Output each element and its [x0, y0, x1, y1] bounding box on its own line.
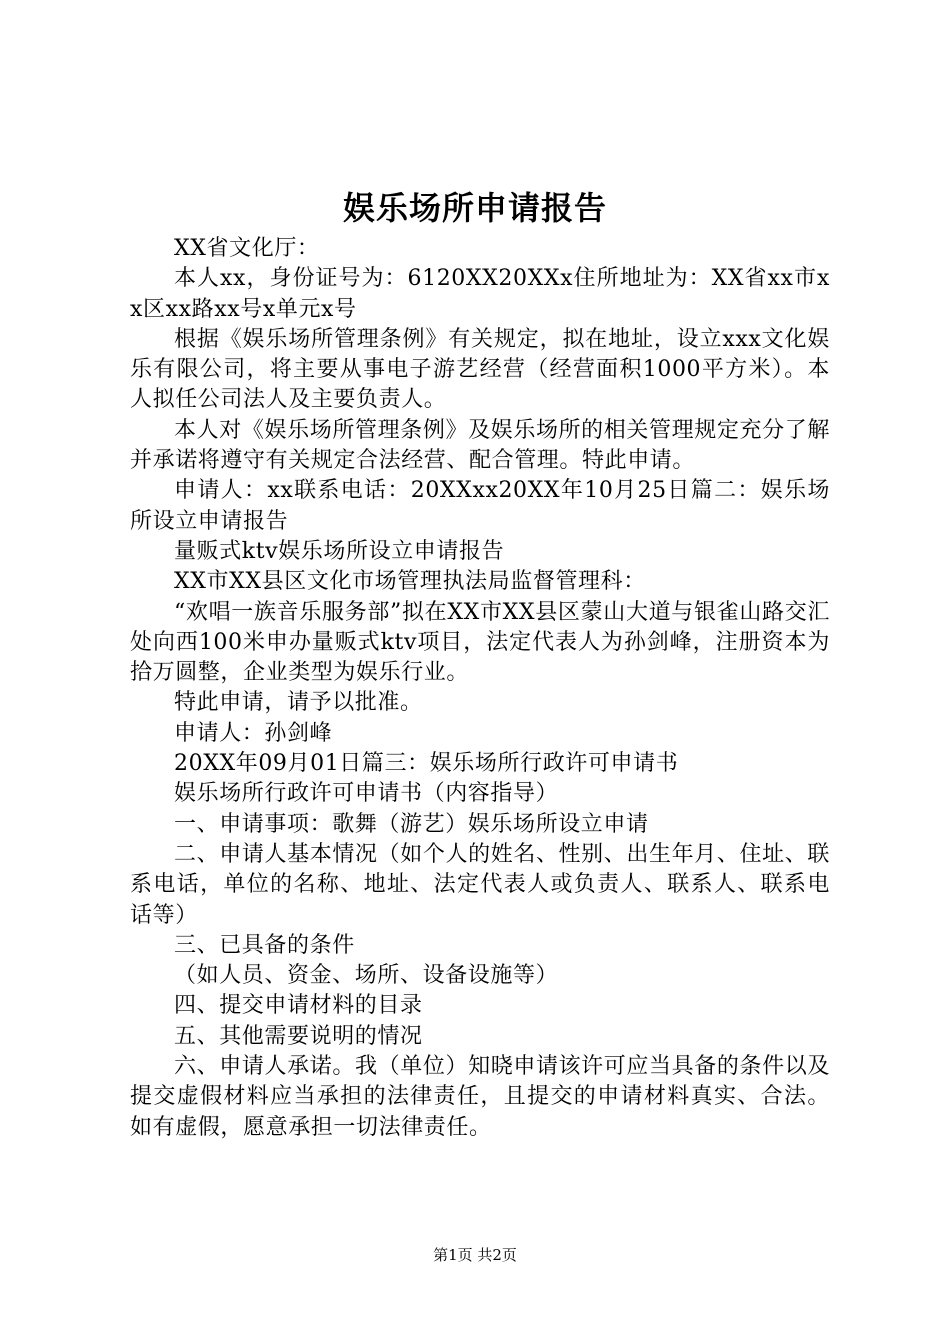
document-title: 娱乐场所申请报告 [342, 189, 607, 227]
document-body [130, 234, 830, 1143]
paragraph: 20XX年09月01日篇三：娱乐场所行政许可申请书 [174, 751, 679, 777]
paragraph: 本人对《娱乐场所管理条例》及娱乐场所的相关管理规定充分了解并承诺将遵守有关规定合法经营、配合管理。特此申请。 [130, 417, 830, 474]
paragraph: 申请人：孙剑峰 [174, 720, 333, 746]
paragraph: 特此申请，请予以批准。 [174, 690, 423, 716]
paragraph: 本人xx，身份证号为：6120XX20XXx住所地址为：XX省xx市xx区xx路xx号x单元x号 [130, 266, 830, 322]
paragraph: （如人员、资金、场所、设备设施等） [174, 963, 559, 989]
paragraph: 四、提交申请材料的目录 [174, 993, 423, 1019]
paragraph: 五、其他需要说明的情况 [174, 1023, 423, 1049]
paragraph: 一、申请事项：歌舞（游艺）娱乐场所设立申请 [174, 811, 649, 837]
paragraph: XX市XX县区文化市场管理执法局监督管理科： [174, 569, 646, 595]
paragraph: 根据《娱乐场所管理条例》有关规定，拟在地址，设立xxx文化娱乐有限公司，将主要从事电子游艺经营（经营面积1000平方米）。本人拟任公司法人及主要负责人。 [130, 326, 830, 413]
paragraph: 六、申请人承诺。我（单位）知晓申请该许可应当具备的条件以及提交虚假材料应当承担的法律责任，且提交的申请材料真实、合法。如有虚假，愿意承担一切法律责任。 [130, 1054, 830, 1140]
paragraph: 三、已具备的条件 [174, 932, 355, 958]
paragraph: 量贩式ktv娱乐场所设立申请报告 [174, 538, 505, 564]
paragraph: 申请人：xx联系电话：20XXxx20XX年10月25日篇二：娱乐场所设立申请报告 [130, 478, 830, 534]
paragraph: “欢唱一族音乐服务部”拟在XX市XX县区蒙山大道与银雀山路交汇处向西100米申办量贩式ktv项目，法定代表人为孙剑峰，注册资本为拾万圆整，企业类型为娱乐行业。 [130, 599, 830, 686]
paragraph-addressee: XX省文化厅： [174, 236, 320, 261]
paragraph: 娱乐场所行政许可申请书（内容指导） [174, 781, 559, 807]
paragraph: 二、申请人基本情况（如个人的姓名、性别、出生年月、住址、联系电话，单位的名称、地址、法定代表人或负责人、联系人、联系电话等） [130, 841, 830, 928]
page-number-footer: 第1页 共2页 [433, 1246, 517, 1264]
